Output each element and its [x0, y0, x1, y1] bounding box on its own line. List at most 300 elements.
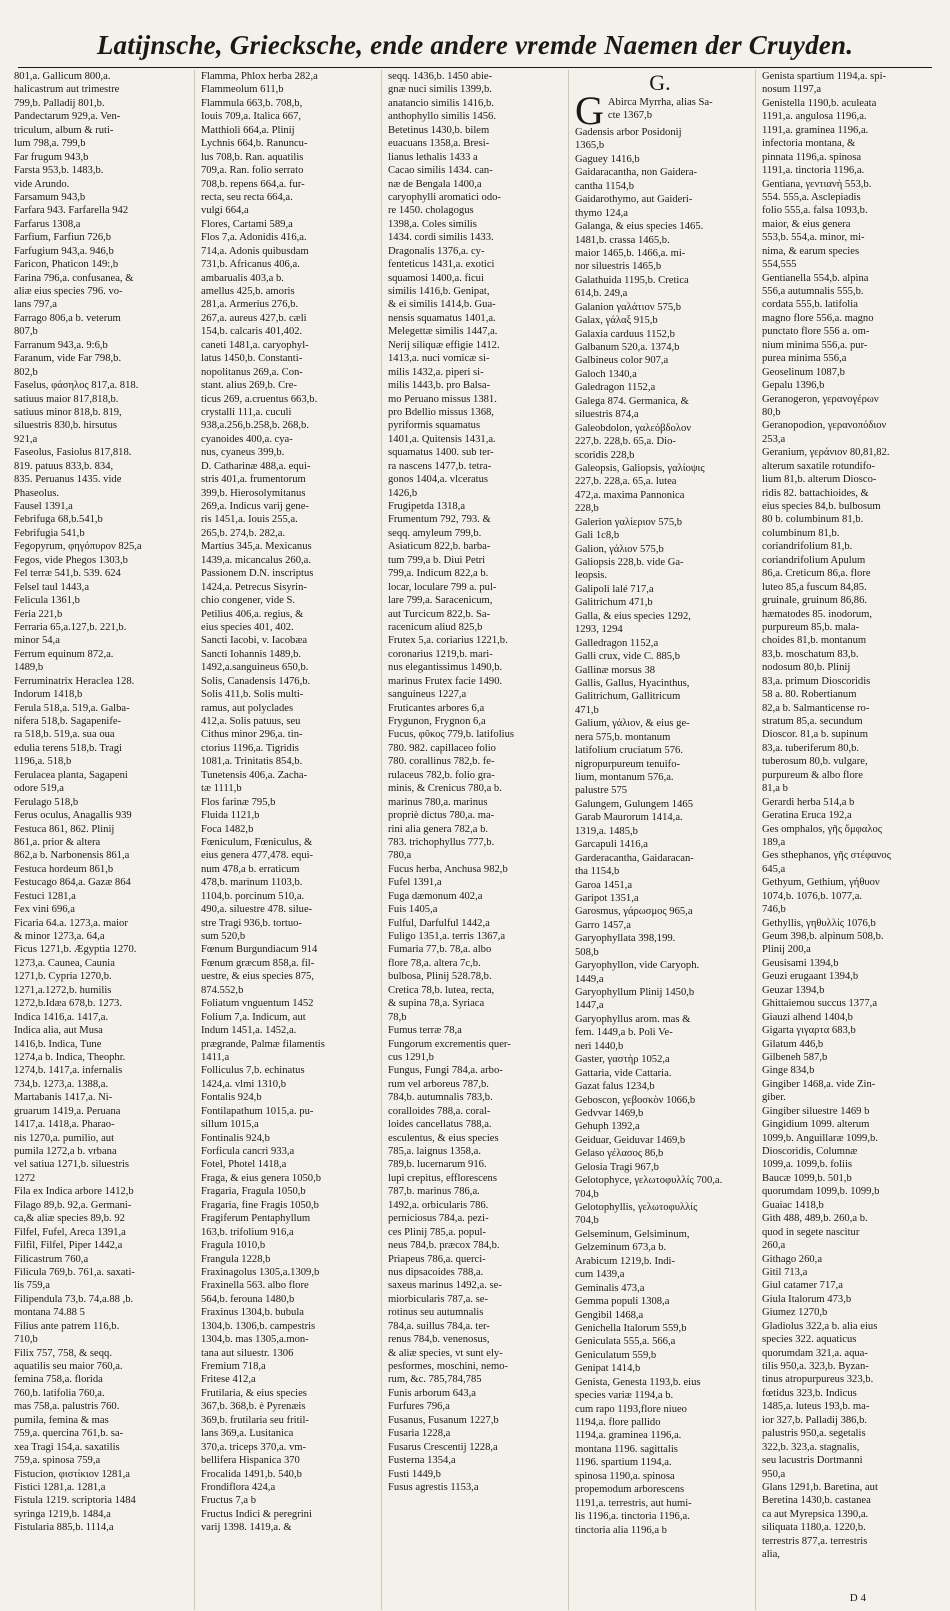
index-line: 1304,b. 1306,b. campestris — [201, 1320, 316, 1332]
index-line: rotinus seu autumnalis — [388, 1307, 484, 1319]
index-line: 1274,a b. Indica, Theophr. — [14, 1051, 126, 1063]
index-line: ctorius 1196,a. Tigridis — [201, 742, 299, 754]
index-line: 80 b. columbinum 81,b. — [762, 514, 864, 526]
index-line: Fusti 1449,b — [388, 1468, 441, 1480]
index-line: gruarum 1419,a. Peruana — [14, 1105, 121, 1117]
index-line: 938,a.256,b.258,b. 268,b. — [201, 420, 309, 432]
index-line: Solis 411,b. Solis multi- — [201, 689, 304, 701]
index-line: 861,a. prior & altera — [14, 836, 101, 848]
index-line: 1319,a. 1485,b — [575, 825, 638, 837]
index-line: 921,a — [14, 433, 38, 445]
index-line: ca,& aliæ species 89,b. 92 — [14, 1213, 125, 1225]
index-line: coralloides 788,a. coral- — [388, 1105, 491, 1117]
index-line: 708,b. repens 664,a. fur- — [201, 178, 305, 190]
index-line: Galerion γαλίεριον 575,b — [575, 516, 683, 528]
index-line: pumila, femina & mas — [14, 1414, 109, 1426]
index-line: leopsis. — [575, 570, 608, 582]
index-line: Fusanus, Fusanum 1227,b — [388, 1414, 499, 1426]
index-line: Fontinalis 924,b — [201, 1132, 270, 1144]
index-line: 1424,a. vlmi 1310,b — [201, 1078, 287, 1090]
index-line: Genipat 1414,b — [575, 1363, 641, 1375]
index-line: satiuus maior 817,818,b. — [14, 393, 119, 405]
index-line: vel satiua 1271,b. siluestris — [14, 1159, 130, 1171]
index-line: alia, — [762, 1549, 780, 1561]
index-line: lium, montanum 576,a. — [575, 772, 674, 783]
index-line: aquatilis seu maior 760,a. — [14, 1361, 123, 1372]
index-line: Passionem D.N. inscriptus — [201, 568, 314, 580]
index-line: thymo 124,a — [575, 207, 628, 219]
index-line: tum 799,a b. Diui Petri — [388, 554, 486, 566]
index-line: stris 401,a. frumentorum — [201, 474, 306, 486]
index-line: cte 1367,b — [607, 110, 653, 122]
index-line: latus 1450,b. Constanti- — [201, 353, 303, 365]
index-line: 1099,b. Anguillaræ 1099,b. — [762, 1132, 878, 1144]
index-line: Galli crux, vide C. 885,b — [575, 651, 681, 663]
index-line: Pandectarum 929,a. Ven- — [14, 111, 121, 123]
index-line: squamosi 1400,a. ficui — [388, 272, 484, 284]
index-line: 1272 — [14, 1172, 36, 1184]
index-line: nosum 1197,a — [762, 84, 822, 96]
index-line: tinus atropurpureus 323,b. — [762, 1374, 874, 1386]
index-line: Fausel 1391,a — [14, 501, 73, 512]
index-line: 801,a. Gallicum 800,a. — [14, 71, 111, 82]
index-line: Gattaria, vide Cattaria. — [575, 1067, 672, 1079]
index-line: 1074,b. 1076,b. 1077,a. — [762, 890, 863, 902]
index-line: Foliatum vnguentum 1452 — [201, 998, 314, 1010]
index-line: 267,a. aureus 427,b. cæli — [201, 312, 307, 324]
index-line: Indum 1451,a. 1452,a. — [201, 1025, 297, 1037]
index-line: lupi crepitus, efflorescens — [388, 1172, 497, 1184]
index-line: 704,b — [575, 1188, 599, 1200]
index-line: 1365,b — [575, 140, 605, 152]
index-line: ra nascens 1477,b. tetra- — [388, 460, 492, 472]
index-line: Fontalis 924,b — [201, 1092, 262, 1104]
index-line: re 1450. cholagogus — [388, 205, 474, 217]
index-line: Fuligo 1351,a. terris 1367,a — [388, 931, 506, 942]
index-line: lis 759,a — [14, 1280, 50, 1292]
index-line: Fragaria, fine Fragis 1050,b — [201, 1199, 319, 1211]
index-line: Fusarus Crescentij 1228,a — [388, 1441, 498, 1453]
index-line: Fraga, & eius genera 1050,b — [201, 1172, 322, 1184]
index-line: 472,a. maxima Pannonica — [575, 489, 685, 501]
index-line: Fusus agrestis 1153,a — [388, 1481, 479, 1493]
index-line: Melegettæ similis 1447,a. — [388, 326, 498, 338]
index-line: esculentus, & eius species — [388, 1132, 499, 1144]
index-line: 759,a. quercina 761,b. sa- — [14, 1428, 124, 1440]
index-line: Folium 7,a. Indicum, aut — [201, 1011, 306, 1023]
index-line: 1398,a. Coles similis — [388, 218, 477, 230]
index-line: amellus 425,b. amoris — [201, 286, 295, 297]
index-line: 508,b — [575, 946, 599, 958]
index-line: seqq. 1436,b. 1450 abie- — [388, 71, 493, 82]
index-line: montana 1196. sagittalis — [575, 1443, 678, 1455]
index-line: Filius ante patrem 116,b. — [14, 1320, 120, 1332]
index-line: Fistula 1219. scriptoria 1484 — [14, 1495, 136, 1507]
index-column-5 — [755, 70, 936, 1610]
index-line: Garyophyllata 398,199. — [575, 933, 676, 945]
index-line: Galungem, Gulungem 1465 — [575, 798, 693, 810]
index-line: Frangula 1228,b — [201, 1253, 271, 1265]
index-line: Priapeus 786,a. querci- — [388, 1253, 486, 1265]
index-line: tuberosum 80,b. vulgare, — [762, 756, 868, 768]
index-line: Galanion γαλάτιον 575,b — [575, 301, 682, 313]
index-line: Guaiac 1418,b — [762, 1199, 824, 1211]
index-line: Farsta 953,b. 1483,b. — [14, 165, 104, 177]
index-line: Geranopodion, γερανοπόδιον — [762, 420, 887, 432]
index-line: fem. 1449,a b. Poli Ve- — [575, 1027, 673, 1039]
index-line: Garab Maurorum 1414,a. — [575, 812, 683, 824]
index-line: rum, &c. 785,784,785 — [388, 1374, 482, 1386]
index-line: Felicula 1361,b — [14, 595, 80, 607]
index-line: 269,a. Indicus varij gene- — [201, 501, 309, 512]
index-line: pro Bdellio missus 1368, — [388, 406, 494, 418]
index-line: 1401,a. Quitensis 1431,a. — [388, 433, 496, 445]
index-line: Farranum 943,a. 9:6,b — [14, 339, 108, 351]
index-line: 227,b. 228,b. 65,a. Dio- — [575, 436, 676, 448]
index-line: Gelaso γέλασος 86,b — [575, 1148, 664, 1160]
index-line: Gilbeneh 587,b — [762, 1051, 828, 1063]
index-line: giber. — [762, 1092, 786, 1104]
index-line: nigropurpureum tenuifo- — [575, 758, 681, 770]
index-line: 1304,b. mas 1305,a.mon- — [201, 1334, 309, 1346]
index-line: Galbineus color 907,a — [575, 355, 669, 367]
index-line: Ginge 834,b — [762, 1065, 815, 1077]
section-letter: G. — [649, 70, 671, 95]
index-line: 83,a. primum Dioscoridis — [762, 675, 871, 687]
index-line: & minor 1273,a. 64,a — [14, 931, 105, 942]
index-line: maior 1465,b. 1466,a. mi- — [575, 247, 686, 259]
index-line: Fungus, Fungi 784,a. arbo- — [388, 1065, 503, 1077]
index-line: Dioscoridis, Columnæ — [762, 1146, 858, 1157]
index-line: nera 575,b. montanum — [575, 731, 671, 743]
index-line: 554,555 — [762, 259, 797, 271]
index-line: syringa 1219,b. 1484,a — [14, 1508, 111, 1520]
index-line: Ferula 518,a. 519,a. Galba- — [14, 702, 130, 714]
index-line: 1194,a. graminea 1196,a. — [575, 1430, 682, 1442]
index-line: pumila 1272,a b. vrbana — [14, 1146, 117, 1157]
index-line: Fuga dæmonum 402,a — [388, 890, 483, 902]
index-line: 1434. cordi similis 1433. — [388, 232, 494, 244]
index-line: 1191,a. terrestris, aut humi- — [575, 1497, 692, 1509]
index-line: 807,b — [14, 326, 38, 338]
index-line: chio congener, vide S. — [201, 595, 296, 607]
index-line: caryophylli aromatici odo- — [388, 191, 501, 203]
index-line: Geniculatum 559,b — [575, 1349, 657, 1361]
index-line: Geoselinum 1087,b — [762, 366, 845, 378]
index-line: Farfugium 943,a. 946,b — [14, 245, 114, 257]
index-line: & supina 78,a. Syriaca — [388, 998, 485, 1010]
index-line: Githago 260,a — [762, 1253, 823, 1265]
index-line: 81,a b — [762, 783, 788, 795]
index-line: 780. 982. capillaceo folio — [388, 742, 496, 754]
index-line: Gaidaracantha, non Gaidera- — [575, 167, 698, 179]
index-line: 759,a. spinosa 759,a — [14, 1455, 101, 1467]
index-line: satiuus minor 818,b. 819, — [14, 406, 122, 418]
index-line: coriandrifolium 81,b. — [762, 541, 853, 553]
index-line: nium minima 556,a. pur- — [762, 339, 868, 351]
index-line: Farfium, Farfiun 726,b — [14, 232, 112, 244]
index-column-4 — [568, 70, 749, 1610]
index-line: Galiopsis 228,b. vide Ga- — [575, 557, 684, 568]
index-line: Genichella Italorum 559,b — [575, 1322, 687, 1334]
index-line: eius species 401, 402. — [201, 621, 294, 633]
index-line: Flos farinæ 795,b — [201, 796, 276, 808]
index-line: Fraxinus 1304,b. bubula — [201, 1307, 304, 1319]
index-line: loides cancellatus 788,a. — [388, 1119, 492, 1131]
index-line: 281,a. Armerius 276,b. — [201, 299, 299, 311]
index-line: perniciosus 784,a. pezi- — [388, 1213, 489, 1225]
index-line: 1271,b. Cypria 1270,b. — [14, 971, 112, 983]
index-line: Gemma populi 1308,a — [575, 1296, 670, 1308]
index-line: Fex vini 696,a — [14, 904, 75, 916]
index-line: Ferulacea planta, Sagapeni — [14, 769, 128, 781]
index-line: lianus lethalis 1433 a — [388, 151, 478, 163]
index-line: siliquata 1180,a. 1220,b. — [762, 1522, 866, 1534]
index-line: 80,b — [762, 406, 781, 418]
index-line: propriè dictus 780,a. ma- — [388, 810, 495, 822]
index-line: siluestris 830,b. hirsutus — [14, 420, 117, 432]
index-line: 1411,a — [201, 1051, 230, 1063]
index-line: 1492,a.sanguineus 650,b. — [201, 662, 309, 674]
index-line: Fructus Indici & peregrini — [201, 1508, 312, 1520]
index-line: cum rapo 1193,flore niueo — [575, 1403, 687, 1415]
index-line: Ferrum equinum 872,a. — [14, 648, 114, 660]
index-line: similis 1416,b. Genipat, — [388, 286, 490, 297]
index-line: Garyophyllus arom. mas & — [575, 1013, 691, 1025]
index-line: Gepalu 1396,b — [762, 380, 825, 392]
index-line: triculum, album & ruti- — [14, 124, 114, 136]
index-line: 731,b. Africanus 406,a. — [201, 259, 300, 271]
index-line: Gehuph 1392,a — [575, 1121, 640, 1133]
index-line: num 478,a b. erraticum — [201, 863, 300, 875]
index-line: nus, cyaneus 399,b. — [201, 447, 285, 459]
index-line: Plinij 200,a — [762, 944, 811, 956]
index-line: ridis 82. battachioides, & — [762, 487, 869, 499]
index-line: Cacao similis 1434. can- — [388, 165, 493, 177]
index-line: mo Peruano missus 1381. — [388, 393, 497, 405]
index-line: Galipoli lalé 717,a — [575, 583, 654, 595]
index-line: Fumaria 77,b. 78,a. albo — [388, 944, 492, 956]
index-line: nus elegantissimus 1490,b. — [388, 662, 503, 674]
index-line: Fusterna 1354,a — [388, 1455, 456, 1467]
index-line: Gethyum, Gethium, γήθυον — [762, 877, 880, 889]
index-line: marinus Frutex facie 1490. — [388, 675, 503, 687]
index-line: tha 1154,b — [575, 866, 620, 878]
index-line: 370,a. triceps 370,a. vm- — [201, 1441, 307, 1453]
index-line: Garyophyllum Plinij 1450,b — [575, 987, 695, 998]
index-line: Farrago 806,a b. veterum — [14, 312, 121, 324]
index-line: tinctoria alia 1196,a b — [575, 1524, 667, 1536]
index-line: coriandrifolium Apulum — [762, 554, 866, 566]
index-line: xea Tragi 154,a. saxatilis — [14, 1441, 120, 1453]
index-line: Foca 1482,b — [201, 823, 254, 835]
index-line: Lychnis 664,b. Ranuncu- — [201, 138, 308, 150]
index-line: Ferus oculus, Anagallis 939 — [14, 810, 132, 822]
index-line: Fistularia 885,b. 1114,a — [14, 1522, 114, 1534]
index-line: Galledragon 1152,a — [575, 637, 659, 649]
index-line: Geusisami 1394,b — [762, 957, 839, 969]
index-line: Geratina Eruca 192,a — [762, 810, 852, 822]
index-line: 490,a. siluestre 478. silue- — [201, 904, 313, 916]
index-line: Faselus, φάσηλος 817,a. 818. — [14, 380, 139, 392]
index-line: fenteticus 1431,a. exotici — [388, 259, 495, 271]
index-line: 1447,a — [575, 1000, 604, 1012]
index-line: Tunetensis 406,a. Zacha- — [201, 769, 308, 781]
index-line: quorumdam 321,a. aqua- — [762, 1347, 868, 1359]
index-line: Giumez 1270,b — [762, 1307, 828, 1319]
index-line: Galium, γάλιον, & eius ge- — [575, 718, 690, 730]
index-line: 83,a. tuberiferum 80,b. — [762, 742, 860, 754]
index-line: Folliculus 7,b. echinatus — [201, 1065, 305, 1077]
signature-mark: D 4 — [849, 1592, 866, 1604]
index-line: Festuca hordeum 861,b — [14, 863, 114, 875]
index-line: bellifera Hispanica 370 — [201, 1455, 300, 1467]
index-line: 799,a. Indicum 822,a b. — [388, 568, 489, 580]
index-line: Gigarta γιγαρτα 683,b — [762, 1025, 856, 1037]
index-line: Gaidarothymo, aut Gaideri- — [575, 194, 693, 206]
index-line: Ficus 1271,b. Ægyptia 1270. — [14, 944, 137, 956]
index-line: Galathuida 1195,b. Cretica — [575, 274, 689, 286]
index-line: Filipendula 73,b. 74,a.88 ,b. — [14, 1293, 134, 1305]
index-line: 1099,a. 1099,b. foliis — [762, 1159, 853, 1171]
index-line: tana aut siluestr. 1306 — [201, 1347, 294, 1359]
index-line: 1485,a. luteus 193,b. ma- — [762, 1401, 870, 1413]
index-line: flore 78,a. altera 7c,b. — [388, 957, 481, 969]
index-line: Flos 7,a. Adonidis 416,a. — [201, 232, 307, 244]
index-line: purea minima 556,a — [762, 353, 847, 365]
index-line: 86,a. Creticum 86,a. flore — [762, 568, 871, 580]
index-line: Sancti Iohannis 1489,b. — [201, 648, 302, 660]
index-line: Gazat falus 1234,b — [575, 1081, 655, 1093]
index-line: locar, loculare 799 a. pul- — [388, 581, 497, 593]
index-line: 1417,a. 1418,a. Pharao- — [14, 1119, 115, 1131]
index-line: Galeopsis, Galiopsis, γαλίοψις — [575, 462, 705, 474]
index-line: 614,b. 249,a — [575, 288, 628, 300]
index-line: Glans 1291,b. Baretina, aut — [762, 1481, 878, 1493]
index-line: 874.552,b — [201, 984, 244, 996]
index-line: 478,b. marinum 1103,b. — [201, 877, 303, 889]
index-line: quorumdam 1099,b. 1099,b — [762, 1186, 880, 1198]
index-line: 83,b. moschatum 83,b. — [762, 648, 859, 660]
index-line: rini alia genera 782,a b. — [388, 823, 489, 835]
index-line: Filfel, Fufel, Areca 1391,a — [14, 1226, 126, 1238]
index-line: 554. 555,a. Asclepiadis — [762, 191, 861, 203]
index-line: Fragula 1010,b — [201, 1240, 266, 1252]
index-line: femina 758,a. florida — [14, 1374, 103, 1386]
index-line: Gadensis arbor Posidonij — [575, 127, 682, 138]
index-line: saxeus marinus 1492,a. se- — [388, 1280, 502, 1292]
index-line: lans 369,a. Lusitanica — [201, 1428, 294, 1440]
index-line: Feria 221,b — [14, 608, 63, 620]
index-line: 322,b. 323,a. stagnalis, — [762, 1441, 860, 1453]
index-line: Abirca Myrrha, alias Sa- — [607, 97, 713, 108]
index-line: 835. Peruanus 1435. vide — [14, 474, 122, 486]
index-line: spinosa 1190,a. spinosa — [575, 1470, 675, 1482]
index-line: 1191,a. graminea 1196,a. — [762, 124, 869, 136]
index-line: siluestris 874,a — [575, 409, 639, 421]
index-line: crystalli 111,a. cuculi — [201, 406, 292, 418]
index-line: stratum 85,a. secundum — [762, 716, 863, 727]
index-line: ra 518,b. 519,a. sua oua — [14, 729, 115, 741]
index-line: Gith 488, 489,b. 260,a b. — [762, 1213, 868, 1225]
index-line: Gentianella 554,b. alpina — [762, 272, 869, 284]
index-line: folio 555,a. falsa 1093,b. — [762, 205, 868, 217]
index-line: Galitrichum 471,b — [575, 597, 653, 609]
index-line: 189,a — [762, 836, 786, 848]
index-line: quod in segete nascitur — [762, 1226, 860, 1238]
index-line: Galoch 1340,a — [575, 368, 637, 380]
index-columns — [14, 70, 936, 1610]
index-line: odore 519,a — [14, 783, 65, 795]
index-line: Gethyllis, γηθυλλίς 1076,b — [762, 917, 876, 929]
index-line: nus dipsacoides 788,a. — [388, 1266, 484, 1278]
index-line: recta, seu recta 664,a. — [201, 191, 293, 203]
index-line: Gali 1c8,b — [575, 530, 620, 542]
index-line: minor 54,a — [14, 635, 60, 647]
index-line: scoridis 228,b — [575, 449, 635, 461]
index-line: lans 797,a — [14, 299, 57, 311]
index-line: Geuzi erugaant 1394,b — [762, 971, 859, 983]
index-line: Frondiflora 424,a — [201, 1481, 276, 1493]
index-line: lis 1196,a. tinctoria 1196,a. — [575, 1511, 690, 1523]
index-line: Fucus herba, Anchusa 982,b — [388, 863, 508, 875]
index-line: Geniculata 555,a. 566,a — [575, 1336, 676, 1348]
index-line: 645,a — [762, 863, 786, 875]
index-line: Flammula 663,b. 708,b, — [201, 97, 303, 109]
index-line: anatancio similis 1416,b. — [388, 97, 494, 109]
index-line: 799,b. Palladij 801,b. — [14, 97, 105, 109]
index-line: latifolium cruciatum 576. — [575, 745, 683, 757]
index-line: Cithus minor 296,a. tin- — [201, 729, 303, 741]
index-line: pesformes, moschini, nemo- — [388, 1361, 509, 1372]
index-line: 1426,b — [388, 487, 418, 499]
index-line: caneti 1481,a. caryophyl- — [201, 339, 309, 351]
page-title: Latijnsche, Grieckschе, ende andere vremde Naemen der Cruyden. — [96, 30, 854, 60]
index-line: Solis, Canadensis 1476,b. — [201, 675, 311, 687]
index-line: Frocalida 1491,b. 540,b — [201, 1468, 302, 1480]
index-line: Flamma, Phlox herba 282,a — [201, 71, 318, 82]
index-line: Faseolus, Fasiolus 817,818. — [14, 447, 132, 459]
index-line: Ferruminatrix Heraclea 128. — [14, 675, 135, 687]
index-line: & aliæ species, vt sunt ely- — [388, 1347, 503, 1359]
index-column-2 — [194, 70, 375, 1610]
index-line: Ghittaiemou succus 1377,a — [762, 998, 878, 1010]
index-line: choides 81,b. montanum — [762, 635, 867, 647]
index-line: Garro 1457,a — [575, 919, 631, 931]
index-line: Fraxinagolus 1305,a.1309,b — [201, 1266, 320, 1278]
index-line: 819. patuus 833,b. 834, — [14, 460, 114, 472]
index-line: Gengibil 1468,a — [575, 1309, 644, 1321]
index-line: Frugipetda 1318,a — [388, 501, 466, 512]
index-line: 78,b — [388, 1011, 407, 1023]
index-line: neri 1440,b — [575, 1040, 624, 1052]
index-line: Garosmus, γάρωσμος 965,a — [575, 906, 693, 918]
index-line: Galedragon 1152,a — [575, 382, 656, 394]
index-line: Galion, γάλιον 575,b — [575, 543, 664, 555]
index-line: ca aut Myrepsica 1390,a. — [762, 1508, 869, 1520]
index-line: Gilatum 446,b — [762, 1038, 824, 1050]
index-line: 783. trichophyllus 777,b. — [388, 836, 495, 848]
index-line: 714,a. Adonis quibusdam — [201, 245, 309, 257]
index-line: anthophyllo similis 1456. — [388, 111, 497, 123]
index-line: Garoa 1451,a — [575, 879, 633, 891]
index-line: Fel terræ 541,b. 539. 624 — [14, 568, 121, 580]
index-line: Phaseolus. — [14, 487, 60, 499]
index-line: palustre 575 — [575, 785, 628, 797]
index-line: lium 81,b. alterum Diosco- — [762, 474, 877, 486]
index-line: squamatus 1400. sub ter- — [388, 447, 494, 459]
index-line: gruinale, gruinum 86,86. — [762, 595, 868, 607]
